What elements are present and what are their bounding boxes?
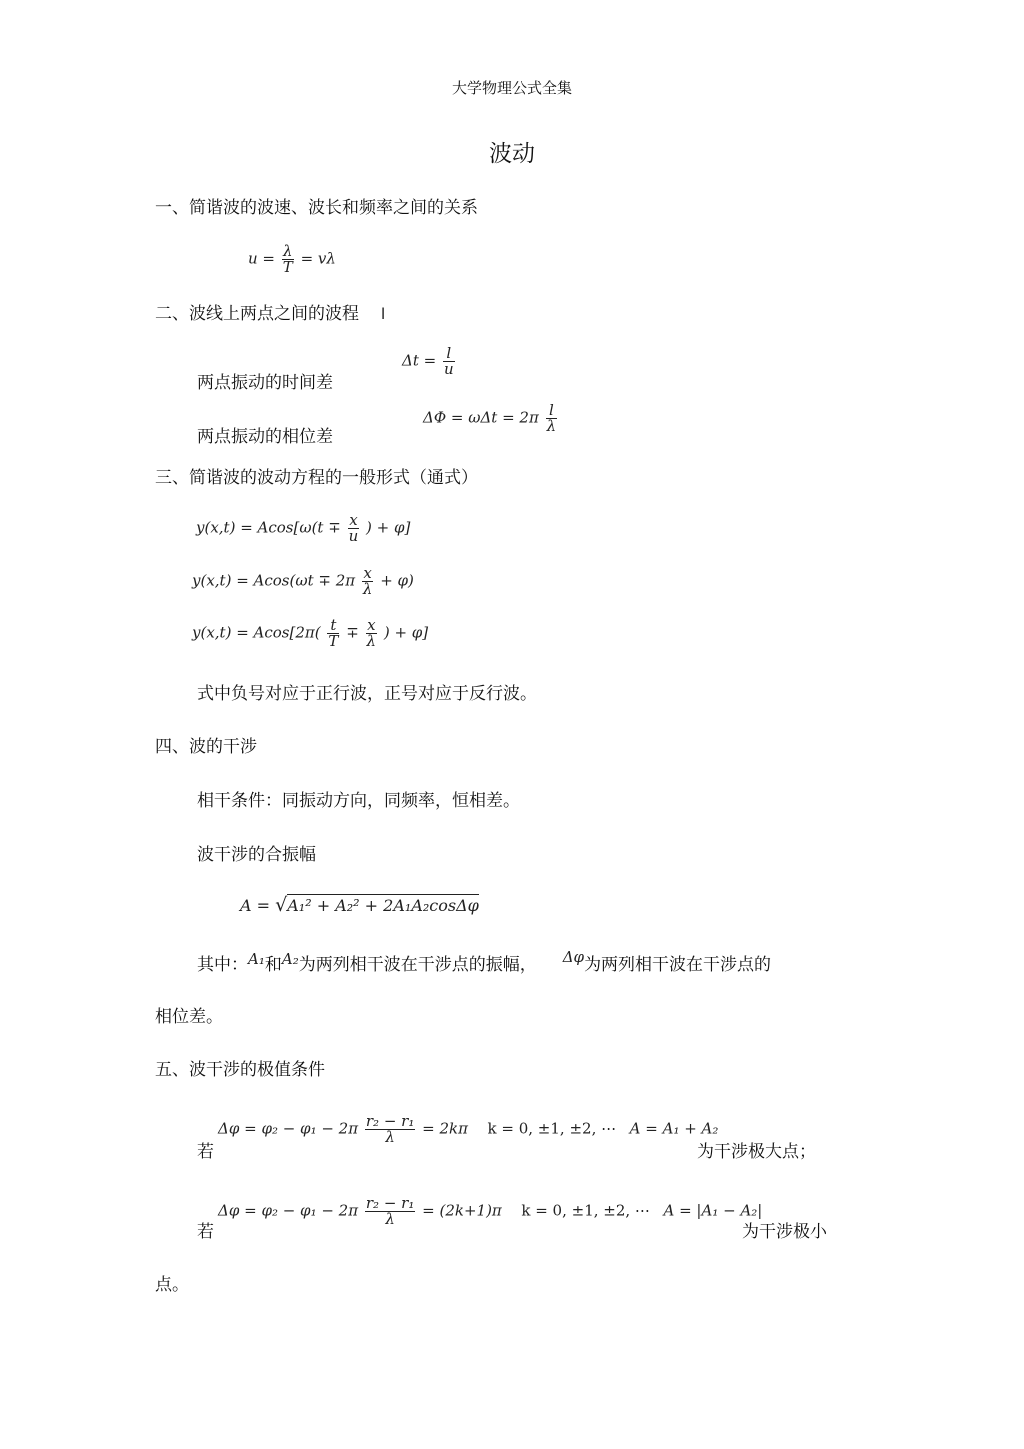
formula-max-condition: Δφ = φ₂ − φ₁ − 2π $\frac{\text{r₂ − r₁}}{\lambda}$ = 2kπ k = 0, ±1, ±2, ⋯ A = A₁ + A₂: [218, 1112, 719, 1146]
path-marker: l: [381, 305, 386, 323]
section-5-heading: 五、波干涉的极值条件: [155, 1060, 325, 1080]
time-diff-label: 两点振动的时间差: [197, 373, 333, 393]
symbol-explanation-cont: 相位差。: [155, 1007, 223, 1027]
section-4-heading: 四、波的干涉: [155, 737, 257, 757]
min-if-label: 若: [197, 1222, 214, 1242]
max-text: 为干涉极大点；: [697, 1142, 816, 1162]
page-title: 波动: [489, 141, 535, 167]
coherence-condition: 相干条件：同振动方向，同频率，恒相差。: [197, 791, 520, 811]
min-text: 为干涉极小: [742, 1222, 827, 1242]
section-1-heading: 一、简谐波的波速、波长和频率之间的关系: [155, 198, 478, 218]
amplitude-label: 波干涉的合振幅: [197, 845, 316, 865]
page-header: 大学物理公式全集: [451, 79, 572, 97]
formula-resultant-amplitude: A = √A₁² + A₂² + 2A₁A₂cosΔφ: [240, 894, 479, 916]
formula-min-condition: Δφ = φ₂ − φ₁ − 2π $\frac{\text{r₂ − r₁}}{\lambda}$ = (2k+1)π k = 0, ±1, ±2, ⋯ A = |A₁ − A₂|: [218, 1194, 763, 1228]
wave-equation-3: y(x,t) = Acos[2π( $\frac{t}{T}$ ∓ $\frac{x}{\lambda}$ ) + φ]: [192, 616, 429, 650]
max-amplitude: A = A₁ + A₂: [629, 1119, 719, 1138]
formula-phase-diff: ΔΦ = ωΔt = 2π $\frac{l}{\lambda}$: [423, 401, 557, 435]
section-2-heading: 二、波线上两点之间的波程 l: [155, 304, 386, 324]
phase-diff-label: 两点振动的相位差: [197, 427, 333, 447]
max-if-label: 若: [197, 1142, 214, 1162]
symbol-a1: A₁: [248, 950, 265, 968]
formula-time-diff: Δt = $\frac{l}{u}$: [402, 344, 454, 378]
formula-wave-speed: u = $\frac{\lambda}{T}$ = vλ: [248, 242, 336, 276]
section-3-heading: 三、简谐波的波动方程的一般形式（通式）: [155, 468, 478, 488]
sign-note: 式中负号对应于正行波，正号对应于反行波。: [197, 684, 537, 704]
min-amplitude: A = |A₁ − A₂|: [663, 1201, 763, 1220]
symbol-a2: A₂: [281, 950, 299, 968]
wave-equation-2: y(x,t) = Acos(ωt ∓ 2π $\frac{x}{\lambda}$ + φ): [192, 564, 414, 598]
wave-equation-1: y(x,t) = Acos[ω(t ∓ $\frac{x}{u}$ ) + φ]: [196, 511, 411, 545]
symbol-dphi: Δφ: [562, 948, 585, 966]
min-text-cont: 点。: [155, 1275, 189, 1295]
symbol-explanation: 其中：A₁和A₂为两列相干波在干涉点的振幅， Δφ为两列相干波在干涉点的: [197, 948, 772, 975]
